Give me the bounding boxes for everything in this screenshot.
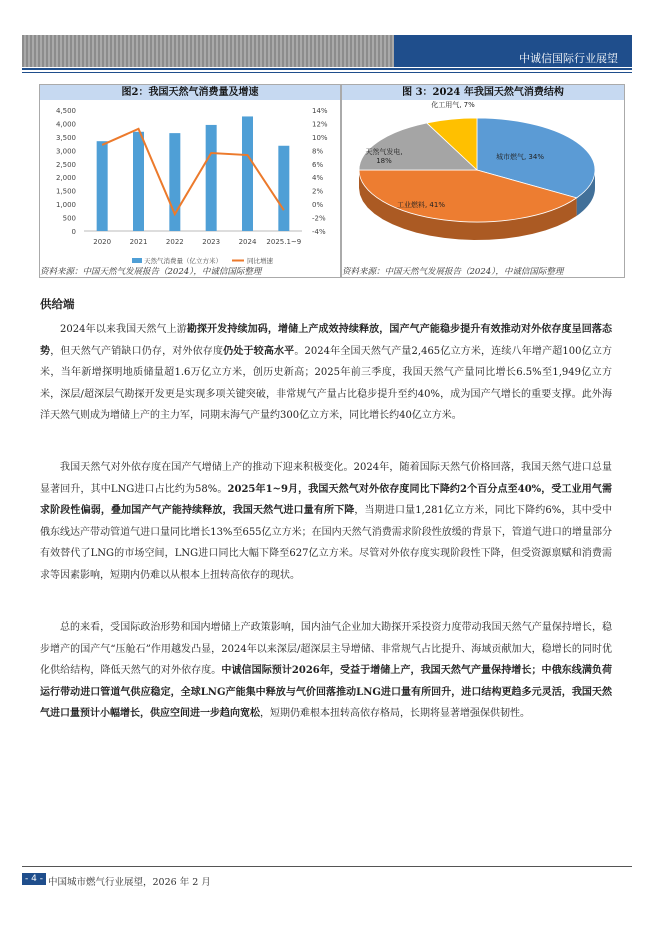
bold-run: 勘探开发持续加码，增储上产成效持续释放，国产气产能稳步提升有效推动对外依存度呈回落态势 xyxy=(40,324,613,357)
y2-tick-label: 12% xyxy=(312,120,328,129)
legend-label: 天然气消费量（亿立方米） xyxy=(144,257,222,265)
figure-structure xyxy=(341,84,625,278)
paragraph-3 xyxy=(40,617,612,725)
x-tick-label: 2023 xyxy=(202,238,221,246)
x-tick-label: 2020 xyxy=(93,238,112,246)
y2-tick-label: 10% xyxy=(312,133,328,142)
header-rule-thin xyxy=(22,72,632,73)
page-number: - 4 - xyxy=(22,873,46,885)
y-tick-label: 0 xyxy=(71,228,76,236)
header-title: 中诚信国际行业展望 xyxy=(519,52,618,65)
bold-run: 仍处于较高水平 xyxy=(223,345,295,357)
figure-source: 资料来源：中国天然气发展报告（2024），中诚信国际整理 xyxy=(342,267,564,277)
x-tick-label: 2021 xyxy=(129,238,148,246)
text-run: 。2024年全国天然气产量2,465亿立方米，连续八年增产超100亿立方米，当年新增探明地质储量超1.6万亿立方米，创历史新高；2025年前三季度，我国天然气产量同比增长6.5%至1,949亿立方米，深层/超深层气勘探开发更是实现多项关键突破，非常规气产量占比稳步提升至约40%，成为国产气增长的重要支撑。此外海洋天然气则成为增储上产的主力军，同期末海气产量约300亿立方米，同比增长约40亿立方米。 xyxy=(40,345,613,421)
y2-tick-label: 4% xyxy=(312,174,324,183)
text-run: 2024年以来我国天然气上游 xyxy=(60,324,187,335)
y2-tick-label: 2% xyxy=(312,187,324,196)
paragraph-2 xyxy=(40,457,612,586)
y-tick-label: 3,500 xyxy=(55,133,76,142)
y-tick-label: 3,000 xyxy=(55,147,76,156)
x-tick-label: 2024 xyxy=(238,238,257,246)
text-run: 总的来看，受国际政治形势和国内增储上产政策影响，国内油气企业加大勘探开采投资力度带动我国天然气产量保持增长，稳步增产的国产气“压舱石”作用越发凸显，2024年以来深层/超深层主导增储、非常规气占比提升、海域贡献加大，稳增长的同时优化供给结构，降低天然气的对外依存度。 xyxy=(40,622,612,676)
bar xyxy=(242,116,253,231)
y-tick-label: 500 xyxy=(62,214,76,223)
pie-label: 城市燃气, 34% xyxy=(495,153,545,161)
paragraph-1 xyxy=(40,319,612,427)
y2-tick-label: 6% xyxy=(312,160,324,169)
consumption-chart xyxy=(40,100,340,276)
y2-tick-label: 14% xyxy=(312,107,328,115)
bar xyxy=(206,125,217,231)
legend-label: 同比增速 xyxy=(247,257,273,265)
pie-label: 天然气发电, 18% xyxy=(365,148,403,165)
text-run: 我国天然气对外依存度在国产气增储上产的推动下迎来积极变化。2024年，随着国际天然气价格回落，我国天然气进口总量显著回升，其中LNG进口占比约为58%。 xyxy=(40,462,612,495)
footer-rule xyxy=(22,866,632,867)
y-tick-label: 1,000 xyxy=(55,201,76,210)
figure-consumption xyxy=(39,84,341,278)
y-tick-label: 4,000 xyxy=(55,120,76,129)
growth-line xyxy=(102,129,284,214)
y2-tick-label: 8% xyxy=(312,147,324,156)
x-tick-label: 2022 xyxy=(165,238,184,246)
header-rule xyxy=(22,68,632,70)
legend-swatch xyxy=(132,258,142,263)
figure-title: 图2：我国天然气消费量及增速 xyxy=(40,85,340,100)
y-tick-label: 1,500 xyxy=(55,187,76,196)
text-run: ，当期进口量1,281亿立方米，同比下降约6%，其中受中俄东线达产带动管道气进口量同比增长13%至655亿立方米；在国内天然气消费需求阶段性放缓的背景下，管道气进口的增量部分有效替代了LNG的市场空间，LNG进口同比大幅下降至627亿立方米。尽管对外依存度实现阶段性下降，但受资源禀赋和消费需求等因素影响，短期内仍难以从根本上扭转高依存的现状。 xyxy=(40,505,612,581)
footer-text: 中国城市燃气行业展望，2026 年 2 月 xyxy=(48,877,211,888)
x-tick-label: 2025.1~9 xyxy=(266,238,302,246)
figure-title: 图 3：2024 年我国天然气消费结构 xyxy=(342,85,624,100)
text-run: ，短期仍难根本扭转高依存格局，长期将显著增强保供韧性。 xyxy=(260,708,530,719)
figure-source: 资料来源：中国天然气发展报告（2024），中诚信国际整理 xyxy=(40,267,262,277)
y2-tick-label: -2% xyxy=(312,214,326,223)
bold-run: 中诚信国际预计2026年，受益于增储上产，我国天然气产量保持增长；中俄东线满负荷运行带动进口管道气供应稳定，全球LNG产能集中释放与气价回落推动LNG进口量有所回升，进口结构更趋多元灵活，我国天然气进口量预计小幅增长，供应空间进一步趋向宽松 xyxy=(40,665,612,719)
bar xyxy=(278,146,289,231)
y-tick-label: 4,500 xyxy=(55,107,76,115)
pie-label: 化工用气, 7% xyxy=(431,101,475,109)
bold-run: 2025年1~9月，我国天然气对外依存度同比下降约2个百分点至40%，受工业用气需求阶段性偏弱，叠加国产气产能持续释放，我国天然气进口量有所下降 xyxy=(40,483,612,516)
section-title: 供给端 xyxy=(40,297,75,311)
pie-label: 工业燃料, 41% xyxy=(396,201,446,209)
structure-pie-chart xyxy=(342,100,624,276)
text-run: ，但天然气产销缺口仍存，对外依存度 xyxy=(50,345,224,357)
bar xyxy=(133,132,144,231)
y2-tick-label: 0% xyxy=(312,201,324,210)
bar xyxy=(97,141,108,231)
y2-tick-label: -4% xyxy=(312,228,326,236)
bar xyxy=(169,133,180,231)
y-tick-label: 2,000 xyxy=(55,174,76,183)
y-tick-label: 2,500 xyxy=(55,160,76,169)
